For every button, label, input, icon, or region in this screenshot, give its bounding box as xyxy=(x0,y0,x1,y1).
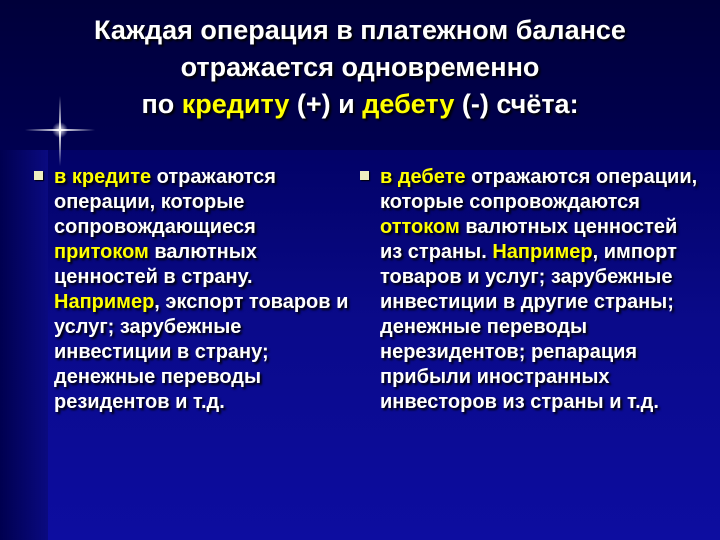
debit-text-2: валютных ценностей из страны. xyxy=(380,216,678,263)
credit-text-1: отражаются операции, которые сопровождающиеся xyxy=(54,166,276,238)
debit-text-3: , импорт товаров и услуг; зарубежные инвестиции в другие страны; денежные переводы нерезидентов; репарация прибыли иностранных инвесторов из страны и т.д. xyxy=(380,241,677,413)
debit-label: в дебете xyxy=(380,166,466,188)
title-debit-word: дебету xyxy=(362,89,455,119)
title-line-3 xyxy=(0,86,720,123)
inflow-word: притоком xyxy=(54,241,149,263)
title-line-1: Каждая операция в платежном балансе xyxy=(94,15,626,45)
example-word-right: Например xyxy=(492,241,593,263)
debit-paragraph xyxy=(380,165,705,415)
credit-text-3: , экспорт товаров и услуг; зарубежные инвестиции в страну; денежные переводы резидентов и т.д. xyxy=(54,291,349,413)
debit-text-1: отражаются операции, которые сопровождаются xyxy=(380,166,698,213)
title-credit-word: кредиту xyxy=(181,89,290,119)
title-line-2: отражается одновременно xyxy=(180,52,540,82)
title-line3-pre: по xyxy=(141,89,182,119)
outflow-word: оттоком xyxy=(380,216,460,238)
slide-title xyxy=(0,12,720,123)
title-line3-post: (-) счёта: xyxy=(454,89,579,119)
bullet-square-icon xyxy=(360,171,369,180)
credit-text-2: валютных ценностей в страну. xyxy=(54,241,257,288)
bullet-square-icon xyxy=(34,171,43,180)
credit-paragraph xyxy=(54,165,354,415)
example-word-left: Например xyxy=(54,291,155,313)
credit-column xyxy=(34,165,354,415)
title-line3-mid: (+) и xyxy=(289,89,363,119)
credit-label: в кредите xyxy=(54,166,152,188)
debit-column xyxy=(360,165,705,415)
